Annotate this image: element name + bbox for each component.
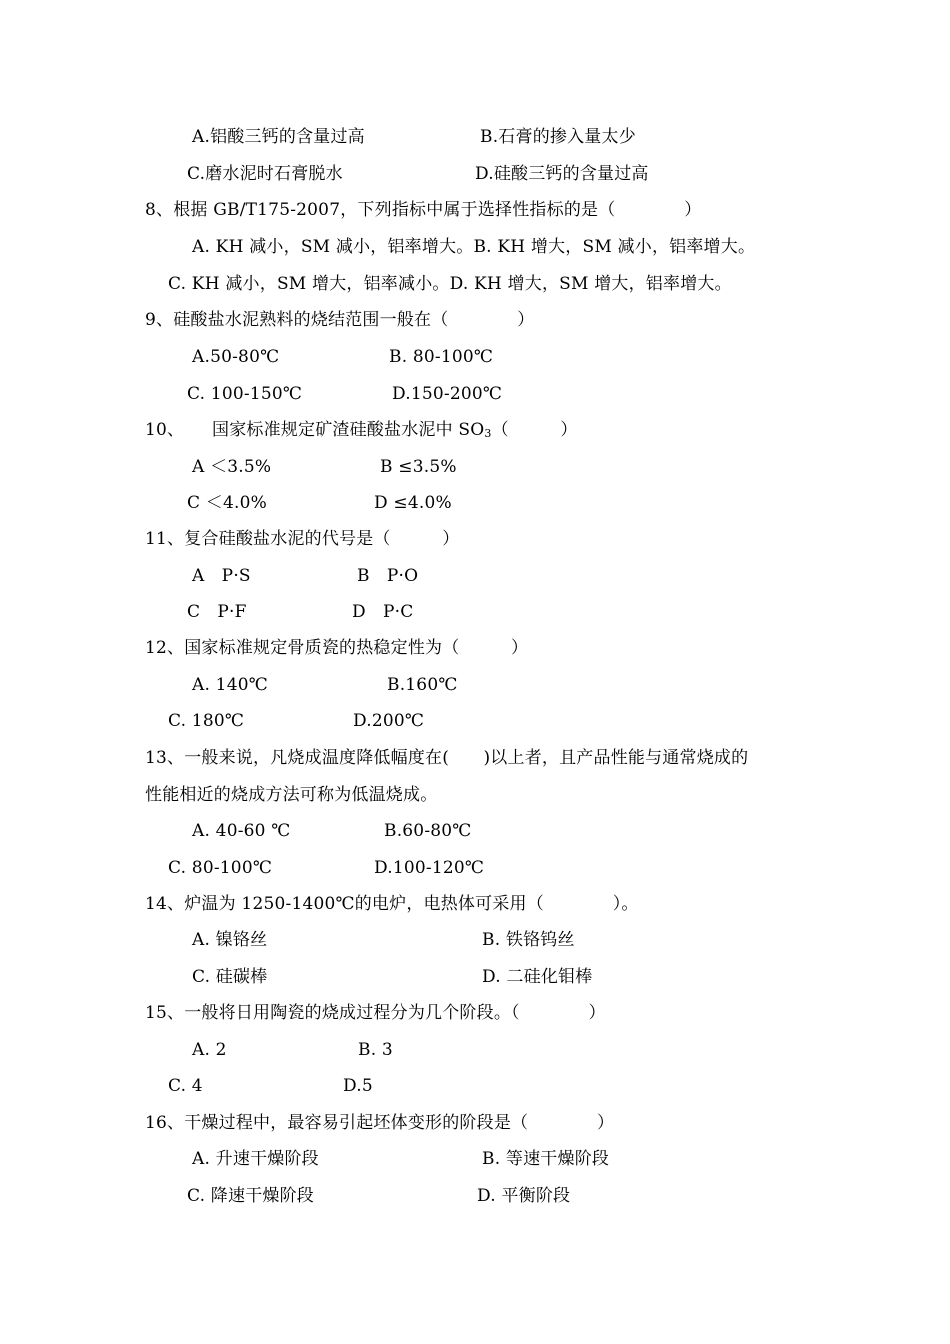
option-14b: B. 铁铬钨丝 [482, 930, 575, 950]
option-12d: D.200℃ [353, 711, 425, 731]
question-13-line1: 13、一般来说，凡烧成温度降低幅度在( )以上者，且产品性能与通常烧成的 [145, 748, 749, 768]
option-9d: D.150-200℃ [392, 384, 503, 404]
option-7c: C.磨水泥时石膏脱水 [187, 164, 343, 184]
option-11c: C P·F [187, 602, 247, 622]
question-10 [212, 419, 578, 441]
option-10a: A ＜3.5% [192, 457, 272, 477]
option-11d: D P·C [352, 602, 414, 622]
option-16d: D. 平衡阶段 [477, 1186, 571, 1206]
option-16c: C. 降速干燥阶段 [187, 1186, 315, 1206]
option-8cd: C. KH 减小，SM 增大，铝率减小。D. KH 增大，SM 增大，铝率增大。 [168, 274, 732, 294]
option-12b: B.160℃ [387, 675, 458, 695]
question-14: 14、炉温为 1250-1400℃的电炉，电热体可采用（ ）。 [145, 894, 639, 914]
option-11b: B P·O [357, 566, 419, 586]
option-10d: D ≤4.0% [374, 493, 452, 513]
option-9c: C. 100-150℃ [187, 384, 303, 404]
option-9a: A.50-80℃ [192, 347, 280, 367]
option-10b: B ≤3.5% [380, 457, 457, 477]
option-9b: B. 80-100℃ [389, 347, 494, 367]
option-7a: A.铝酸三钙的含量过高 [192, 127, 365, 147]
question-9: 9、硅酸盐水泥熟料的烧结范围一般在（ ） [145, 310, 535, 330]
question-15: 15、一般将日用陶瓷的烧成过程分为几个阶段。（ ） [145, 1003, 606, 1023]
option-10c: C ＜4.0% [187, 493, 268, 513]
option-13c: C. 80-100℃ [168, 858, 273, 878]
option-14d: D. 二硅化钼棒 [482, 967, 593, 987]
option-15d: D.5 [343, 1076, 373, 1096]
option-15a: A. 2 [192, 1040, 227, 1060]
option-15c: C. 4 [168, 1076, 203, 1096]
option-8ab: A. KH 减小，SM 减小，铝率增大。B. KH 增大，SM 减小，铝率增大。 [192, 237, 756, 257]
question-10-number: 10、 [145, 420, 185, 440]
question-12: 12、国家标准规定骨质瓷的热稳定性为（ ） [145, 638, 529, 658]
option-14c: C. 硅碳棒 [192, 967, 268, 987]
question-11: 11、复合硅酸盐水泥的代号是（ ） [145, 529, 460, 549]
option-16b: B. 等速干燥阶段 [482, 1149, 610, 1169]
option-7d: D.硅酸三钙的含量过高 [475, 164, 649, 184]
question-10-subscript: 3 [484, 427, 492, 440]
question-13-line2: 性能相近的烧成方法可称为低温烧成。 [145, 785, 438, 805]
option-15b: B. 3 [358, 1040, 393, 1060]
option-13d: D.100-120℃ [374, 858, 485, 878]
option-13a: A. 40-60 ℃ [192, 821, 291, 841]
option-14a: A. 镍铬丝 [192, 930, 268, 950]
question-10-blank: （ ） [491, 420, 578, 440]
question-8: 8、根据 GB/T175-2007，下列指标中属于选择性指标的是（ ） [145, 200, 702, 220]
question-16: 16、干燥过程中，最容易引起坯体变形的阶段是（ ） [145, 1113, 615, 1133]
option-13b: B.60-80℃ [384, 821, 472, 841]
option-11a: A P·S [192, 566, 251, 586]
option-12a: A. 140℃ [192, 675, 268, 695]
option-7b: B.石膏的掺入量太少 [480, 127, 636, 147]
option-12c: C. 180℃ [168, 711, 245, 731]
option-16a: A. 升速干燥阶段 [192, 1149, 319, 1169]
question-10-text: 国家标准规定矿渣硅酸盐水泥中 SO [212, 420, 485, 440]
